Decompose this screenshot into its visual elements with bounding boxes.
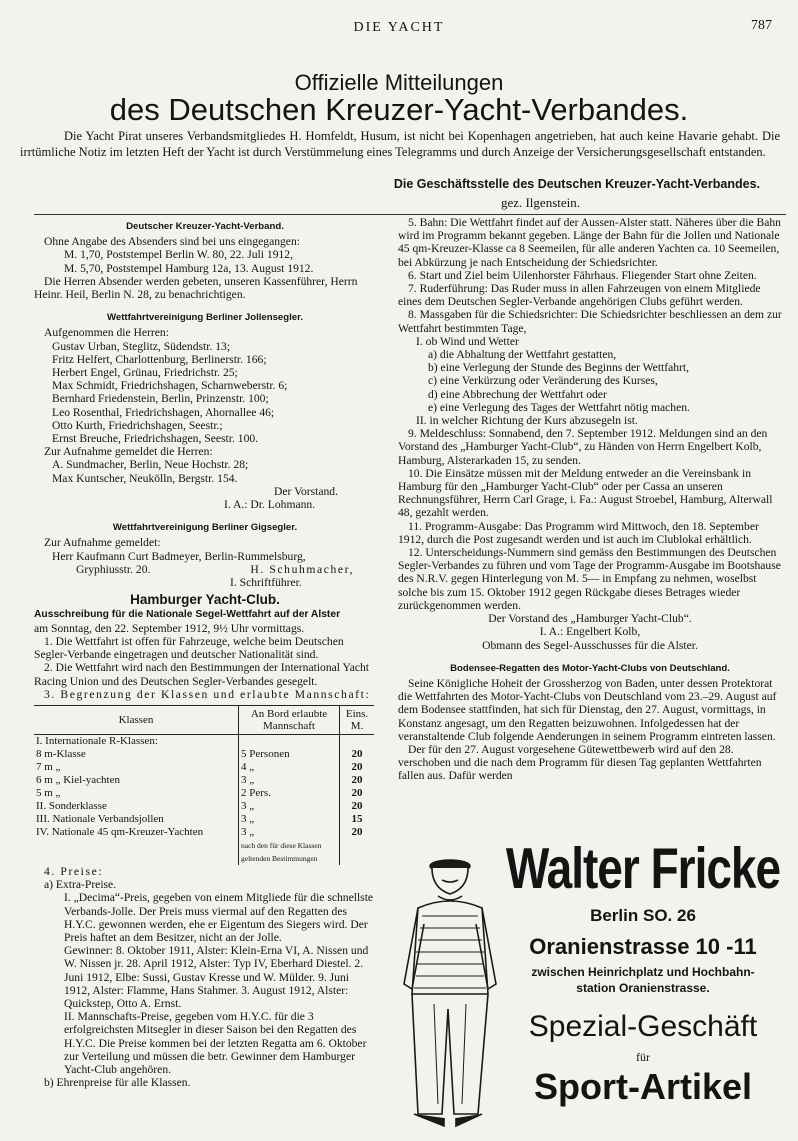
member-line: Max Schmidt, Friedrichshagen, Scharnweberstr. 6; [52,379,288,393]
dkyv-line-2: M. 5,70, Poststempel Hamburg 12a, 13. August 1912. [64,261,314,275]
table-row [34,813,374,826]
table-row [34,761,374,774]
ad-between: zwischen Heinrichplatz und Hochbahn- [531,965,755,979]
candidate-line: Max Kuntscher, Neukölln, Bergstr. 154. [52,471,238,485]
table-cell: 7 m „ [36,760,61,773]
hyc-para-3: 3. Begrenzung der Klassen und erlaubte Mannschaft: [44,687,371,701]
table-cell [340,734,375,748]
hyc-para-2: 2. Die Wettfahrt wird nach den Bestimmungen der International Yacht Racing Union und des Deutschen Segler-Verbandes gesegelt. [34,661,370,688]
table-cell: 3 „ [239,800,340,813]
candidate-line: A. Sundmacher, Berlin, Neue Hochstr. 28; [52,458,249,472]
table-cell: 3 „ [239,774,340,787]
ad-company-name: Walter Fricke [505,835,781,901]
gig-signer: H. Schuhmacher, [250,562,355,576]
ad-street: Oranienstrasse 10 -11 [529,934,757,959]
table-cell: II. Sonderklasse [36,799,107,812]
table-row [34,748,374,761]
rule-10: 10. Die Einsätze müssen mit der Meldung entweder an die Vereinsbank in Hamburg für den „Hamburger Yacht-Club“ oder per Cassa an unseren Rechnungsführer, Herrn Carl Grage, i. Fa.: August Stroebel, Hamburg, Alterwall 48, gezahlt werden. [398,466,773,520]
ad-station: station Oranienstrasse. [576,981,710,995]
wind-heading: I. ob Wind und Wetter [416,334,519,348]
bodensee-para-1: Seine Königliche Hoheit der Grossherzog von Baden, unter dessen Protektorat die Wettfahrten des Motor-Yacht-Clubs von Deutschland vom 23.–29. August auf dem Bodensee stattfinden, hat sich für Dienstag, den 27. August, vormittags, in Konstanz angesagt, um den Regatten beizuwohnen. Infolgedessen hat der veranstaltende Club folgende Aenderungen in seinem Programm eintreten lassen. [398,676,777,743]
member-line: Fritz Helfert, Charlottenburg, Berlinerstr. 166; [52,352,267,366]
table-cell: 20 [340,748,375,761]
table-cell: 2 Pers. [239,787,340,800]
table-cell: 20 [340,800,375,813]
table-header: Eins. M. [340,705,375,734]
divider [34,214,786,215]
section-heading-gig: Wettfahrtvereinigung Berliner Gigsegler. [112,522,298,534]
table-header: Klassen [34,705,239,734]
class-table [34,705,374,865]
member-line: Ernst Breuche, Friedrichshagen, Seestr. 100. [52,432,259,446]
ad-spezial: Spezial-Geschäft [528,1010,758,1043]
table-cell: I. Internationale R-Klassen: [36,734,158,747]
hyc-para-1: 1. Die Wettfahrt ist offen für Fahrzeuge, welche beim Deutschen Segler-Verbande eingetragen und deutscher Nationalität sind. [34,634,344,662]
sailor-illustration [398,844,502,1134]
left-column [34,220,376,1089]
member-line: Leo Rosenthal, Friedrichshagen, Ahornallee 46; [52,405,275,419]
table-cell: III. Nationale Verbandsjollen [36,812,164,825]
jollen-gemeldet: Zur Aufnahme gemeldet die Herren: [44,445,213,459]
member-line: Gustav Urban, Steglitz, Südendstr. 13; [52,339,231,353]
wind-ii: II. in welcher Richtung der Kurs abzusegeln ist. [416,414,638,428]
hyc-vorstand: Der Vorstand des „Hamburger Yacht-Club“. [488,612,692,626]
preise-heading: 4. Preise: [44,864,104,878]
journal-header: DIE YACHT [353,20,445,35]
table-row [34,787,374,800]
rule-9: 9. Meldeschluss: Sonnabend, den 7. September 1912. Meldungen sind an den Vorstand des „Hamburger Yacht-Club“, zu Händen von Herrn Engelbert Kolb, Hamburg, Alsterarkaden 15, zu senden. [398,427,768,467]
section-heading-jollen: Wettfahrtvereinigung Berliner Jollensegler. [106,312,303,324]
rule-8: 8. Massgaben für die Schiedsrichter: Die Schiedsrichter beschliessen an dem zur Wettfahrt bestimmten Tage, [398,308,782,335]
dkyv-line-1: M. 1,70, Poststempel Berlin W. 80, 22. Juli 1912, [64,248,293,262]
rule-12: 12. Unterscheidungs-Nummern sind gemäss den Bestimmungen des Deutschen Segler-Verbandes zu führen und vom Tage der Programm-Ausgabe im Bootshause des N.R.V. gegen Hinterlegung von M. 5— in Empfang zu nehmen, woselbst solche bis zum 15. Oktober 1912 gegen Rückgabe dieses Betrages wieder zurückgenommen werden. [398,546,781,612]
preise-b: b) Ehrenpreise für alle Klassen. [44,1076,191,1090]
hyc-subheading: Ausschreibung für die Nationale Segel-Wettfahrt auf der Alster [34,609,341,621]
member-line: Bernhard Friedenstein, Berlin, Prinzenstr. 100; [52,392,269,406]
wind-item: e) eine Verlegung des Tages der Wettfahrt nötig machen. [428,400,690,414]
jollen-aufgenommen: Aufgenommen die Herren: [44,326,169,340]
title-line-1: Offizielle Mitteilungen [294,70,504,95]
hyc-date: am Sonntag, den 22. September 1912, 9½ Uhr vormittags. [34,621,305,635]
wind-item: d) eine Abbrechung der Wettfahrt oder [428,387,607,401]
intro-notice: Die Yacht Pirat unseres Verbandsmitgliedes H. Homfeldt, Husum, ist nicht bei Kopenhagen angetrieben, hat auch keine Havarie gehabt. Die irrtümliche Notiz im letzten Heft der Yacht ist durch Verstümmelung eines Telegramms und durch Anzeige der Versicherungsgesellschaft entstanden. [20,129,780,159]
title-line-2: des Deutschen Kreuzer-Yacht-Verbandes. [109,92,689,127]
table-cell: IV. Nationale 45 qm-Kreuzer-Yachten [36,825,204,838]
advertisement [398,834,786,1132]
preise-mannschaft: II. Mannschafts-Preise, gegeben vom H.Y.C. für die 3 erfolgreichsten Mitsegler in dieser Saison bei den Regatten des H.Y.C. Die Preise kommen bei der letzten Regatta am 6. Oktober zur Verteilung und müssen die betr. Gewinner dem Hamburger Yacht-Club angehören. [64,1010,367,1076]
table-row [34,734,374,748]
section-heading-bodensee: Bodensee-Regatten des Motor-Yacht-Clubs von Deutschland. [450,662,730,674]
member-line: Otto Kurth, Friedrichshagen, Seestr.; [52,418,223,432]
preise-a: a) Extra-Preise. [44,878,117,892]
table-cell: 3 „ [239,813,340,826]
hyc-ia: I. A.: Engelbert Kolb, [539,625,641,639]
gig-address: Gryphiusstr. 20. [76,562,151,576]
rule-11: 11. Programm-Ausgabe: Das Programm wird Mittwoch, den 18. September 1912, durch die Post zugesandt werden und ist auch im Clublokal erhältlich. [398,519,759,546]
dkyv-intro: Ohne Angabe des Absenders sind bei uns eingegangen: [44,235,300,249]
table-header: An Bord erlaubte Mannschaft [239,705,340,734]
wind-item: b) eine Verlegung der Stunde des Beginns der Wettfahrt, [428,361,690,375]
wind-item: a) die Abhaltung der Wettfahrt gestatten, [428,348,617,362]
section-heading-hyc: Hamburger Yacht-Club. [130,592,280,608]
right-column [398,216,782,783]
gig-line-1: Herr Kaufmann Curt Badmeyer, Berlin-Rummelsburg, [52,549,306,563]
preise-decima: I. „Decima“-Preis, gegeben von einem Mitgliede für die schnellste Verbands-Jolle. Der Preis muss viermal auf den Regatten des H.Y.C. gewonnen werden, ehe er Eigentum des Siegers wird. Der Preis haftet an dem Besitzer, nicht an der Jolle. [64,891,374,944]
table-cell: 15 [340,813,375,826]
jollen-signer: I. A.: Dr. Lohmann. [224,498,316,512]
table-row [34,774,374,787]
table-cell: 8 m-Klasse [36,747,86,760]
ad-sport: Sport-Artikel [533,1066,753,1107]
ad-location [500,964,786,996]
section-heading-dkyv: Deutscher Kreuzer-Yacht-Verband. [126,221,284,232]
table-cell: 4 „ [239,761,340,774]
ad-fuer: für [636,1050,650,1064]
preise-gewinner: Gewinner: 8. Oktober 1911, Alster: Klein-Erna VI, A. Nissen und W. Nissen jr. 28. April 1912, Alster: Typ IV, Eberhard Diestel. 2. Juni 1912, Elbe: Sussi, Gustav Kresse und W. Mülder. 9. Juni 1912, Alster: Flamme, Hans Stahmer. 3. August 1912, Alster: Quickstep, Otto A. Ernst. [64,944,369,1010]
member-line: Herbert Engel, Grünau, Friedrichstr. 25; [52,366,238,380]
table-cell: 3 „ [239,826,340,839]
gig-role: I. Schriftführer. [230,576,302,590]
intro-signer: gez. Ilgenstein. [500,195,580,210]
table-cell: 20 [340,761,375,774]
table-cell: 20 [340,826,375,839]
rule-5: 5. Bahn: Die Wettfahrt findet auf der Aussen-Alster statt. Näheres über die Bahn wird im Programm bekannt gegeben. Länge der Bahn für die Jollen und Nationale 45 qm-Kreuzer-Klasse ca 8 Seemeilen, für alle anderen Yachten ca. 10 Seemeilen, bei Abkürzung je nach Entscheidung der Schiedsrichter. [398,216,781,269]
table-cell: 5 m „ [36,786,61,799]
gig-gemeldet: Zur Aufnahme gemeldet: [44,536,161,550]
table-cell: 5 Personen [239,748,340,761]
bodensee-para-2: Der für den 27. August vorgesehene Gütewettbewerb wird auf den 28. verschoben und die nach dem Programm für diesen Tag geplanten Wettfahrten fallen aus. Dafür werden [398,742,762,783]
table-note: nach den für diese Klassen geltenden Bestimmungen [239,839,340,865]
table-row [34,826,374,839]
table-cell: 20 [340,774,375,787]
hyc-obmann: Obmann des Segel-Ausschusses für die Alster. [482,638,698,652]
table-cell: 6 m „ Kiel-yachten [36,773,120,786]
dkyv-request: Die Herren Absender werden gebeten, unseren Kassenführer, Herrn Heinr. Heil, Berlin N. 28, zu benachrichtigen. [34,274,358,302]
page-number: 787 [751,18,772,33]
wind-item: c) eine Verkürzung oder Veränderung des Kurses, [428,374,658,388]
ad-city: Berlin SO. 26 [590,906,696,925]
table-cell [239,734,340,748]
rule-6: 6. Start und Ziel beim Uilenhorster Fährhaus. Fliegender Start ohne Zeiten. [408,268,757,282]
table-cell: 20 [340,787,375,800]
jollen-vorstand: Der Vorstand. [274,484,338,498]
table-row [34,800,374,813]
rule-7: 7. Ruderführung: Das Ruder muss in allen Fahrzeugen von einem Mitgliede eines dem Deutschen Segler-Verbande angehörigen Clubs geführt werden. [398,282,761,309]
intro-signature: Die Geschäftsstelle des Deutschen Kreuzer-Yacht-Verbandes. [393,177,760,191]
